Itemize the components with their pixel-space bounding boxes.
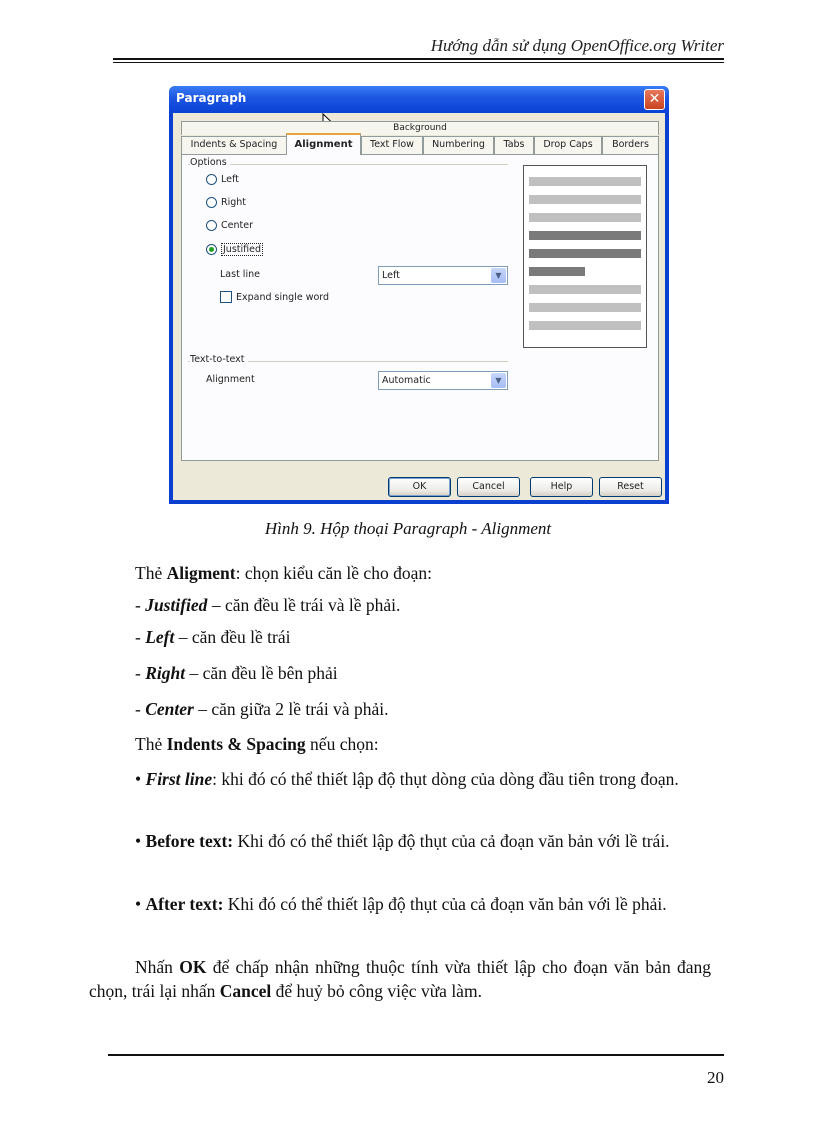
tab-drop-caps[interactable]: Drop Caps <box>534 136 602 154</box>
list-item-right <box>135 663 338 684</box>
alignment-value: Automatic <box>382 375 431 386</box>
text: để huỷ bỏ công việc vừa làm. <box>271 981 482 1001</box>
term: Center <box>145 699 194 719</box>
text: để chấp nhận những thuộc tính vừa thiết lập cho đoạn văn bản đang chọn, trái lại nhấn <box>89 957 712 1001</box>
radio-label: Justified <box>223 244 261 255</box>
radio-label: Center <box>221 220 253 231</box>
tab-background[interactable]: Background <box>181 121 659 135</box>
preview-line <box>529 213 641 222</box>
text-to-text-group-label: Text-to-text <box>190 354 248 365</box>
options-group-line <box>188 164 508 165</box>
radio-label: Left <box>221 174 239 185</box>
expand-checkbox[interactable] <box>220 291 232 303</box>
radio-center[interactable] <box>206 220 253 231</box>
tab-tabs[interactable]: Tabs <box>494 136 534 154</box>
options-group-label: Options <box>190 157 230 168</box>
alignment-label: Alignment <box>206 374 255 385</box>
tab-alignment[interactable]: Alignment <box>286 133 361 155</box>
term: First line <box>145 769 213 789</box>
preview-line-active-last <box>529 267 585 276</box>
radio-right[interactable] <box>206 197 246 208</box>
text: : chọn kiểu căn lề cho đoạn: <box>235 563 432 583</box>
last-line-select[interactable] <box>378 266 508 285</box>
bullet: • <box>135 769 146 789</box>
cancel-button[interactable]: Cancel <box>457 477 520 497</box>
list-item-justified <box>135 595 400 616</box>
dash: - <box>135 663 146 683</box>
radio-button[interactable] <box>206 220 217 231</box>
dialog-title: Paragraph <box>176 91 247 105</box>
preview-line-active <box>529 249 641 258</box>
footer-rule <box>108 1054 724 1056</box>
bullet-after-text <box>89 892 711 916</box>
description: – căn đều lề bên phải <box>185 663 338 683</box>
close-button[interactable] <box>644 89 665 110</box>
radio-justified[interactable] <box>206 243 263 256</box>
term: Left <box>145 627 175 647</box>
help-button[interactable]: Help <box>530 477 593 497</box>
text: Nhấn <box>135 957 180 977</box>
preview-line <box>529 285 641 294</box>
paragraph-final <box>89 955 711 1003</box>
paragraph-alignment-intro <box>135 563 432 584</box>
radio-label: Right <box>221 197 247 208</box>
term: Justified <box>145 595 208 615</box>
page-number: 20 <box>707 1068 724 1087</box>
text: nếu chọn: <box>305 734 379 754</box>
alignment-select[interactable] <box>378 371 508 390</box>
chevron-down-icon[interactable]: ▼ <box>491 268 506 283</box>
bold-term: Aligment <box>166 563 236 583</box>
preview-line <box>529 195 641 204</box>
reset-button[interactable]: Reset <box>599 477 662 497</box>
dialog-client <box>173 113 665 500</box>
chevron-down-icon[interactable]: ▼ <box>491 373 506 388</box>
term: Before text: <box>145 831 234 851</box>
header-rule-thin <box>113 62 724 63</box>
radio-button[interactable] <box>206 197 217 208</box>
preview-line <box>529 177 641 186</box>
list-item-center <box>135 699 388 720</box>
dialog-titlebar <box>169 86 669 113</box>
bullet-before-text <box>89 829 711 853</box>
description: Khi đó có thể thiết lập độ thụt của cả đoạn văn bản với lề phải. <box>223 894 667 914</box>
bullet-first-line <box>89 767 711 791</box>
header-title: Hướng dẫn sử dụng OpenOffice.org Writer <box>430 36 724 55</box>
dash: - <box>135 699 146 719</box>
expand-label: Expand single word <box>236 291 330 303</box>
bold-term: Indents & Spacing <box>166 734 306 754</box>
description: – căn đều lề trái và lề phải. <box>207 595 401 615</box>
description: Khi đó có thể thiết lập độ thụt của cả đoạn văn bản với lề trái. <box>233 831 670 851</box>
preview-line <box>529 303 641 312</box>
radio-button[interactable] <box>206 174 217 185</box>
radio-button-checked[interactable] <box>206 244 217 255</box>
term: Right <box>145 663 186 683</box>
description: – căn đều lề trái <box>174 627 291 647</box>
preview-line-active <box>529 231 641 240</box>
description: : khi đó có thể thiết lập độ thụt dòng của dòng đầu tiên trong đoạn. <box>212 769 679 789</box>
ok-button[interactable]: OK <box>388 477 451 497</box>
preview-line <box>529 321 641 330</box>
bold-term: Cancel <box>219 981 272 1001</box>
tab-borders[interactable]: Borders <box>602 136 659 154</box>
alignment-preview <box>523 165 647 348</box>
list-item-left <box>135 627 291 648</box>
paragraph-dialog <box>169 86 669 504</box>
dash: - <box>135 595 146 615</box>
header-rule <box>113 58 724 60</box>
tab-numbering[interactable]: Numbering <box>423 136 494 154</box>
tab-indents-spacing[interactable]: Indents & Spacing <box>181 136 287 154</box>
close-icon: ✕ <box>648 91 661 107</box>
bold-term: OK <box>179 957 207 977</box>
description: – căn giữa 2 lề trái và phải. <box>193 699 389 719</box>
dash: - <box>135 627 146 647</box>
last-line-label: Last line <box>220 269 260 280</box>
bullet: • <box>135 831 146 851</box>
last-line-value: Left <box>382 270 400 281</box>
expand-single-word[interactable] <box>220 291 329 303</box>
term: After text: <box>145 894 224 914</box>
figure-caption: Hình 9. Hộp thoại Paragraph - Alignment <box>264 519 552 538</box>
alignment-panel <box>181 154 659 461</box>
tab-text-flow[interactable]: Text Flow <box>361 136 423 154</box>
paragraph-indents-intro <box>135 734 379 755</box>
bullet: • <box>135 894 146 914</box>
radio-left[interactable] <box>206 174 239 185</box>
text: Thẻ <box>135 563 167 583</box>
text: Thẻ <box>135 734 167 754</box>
